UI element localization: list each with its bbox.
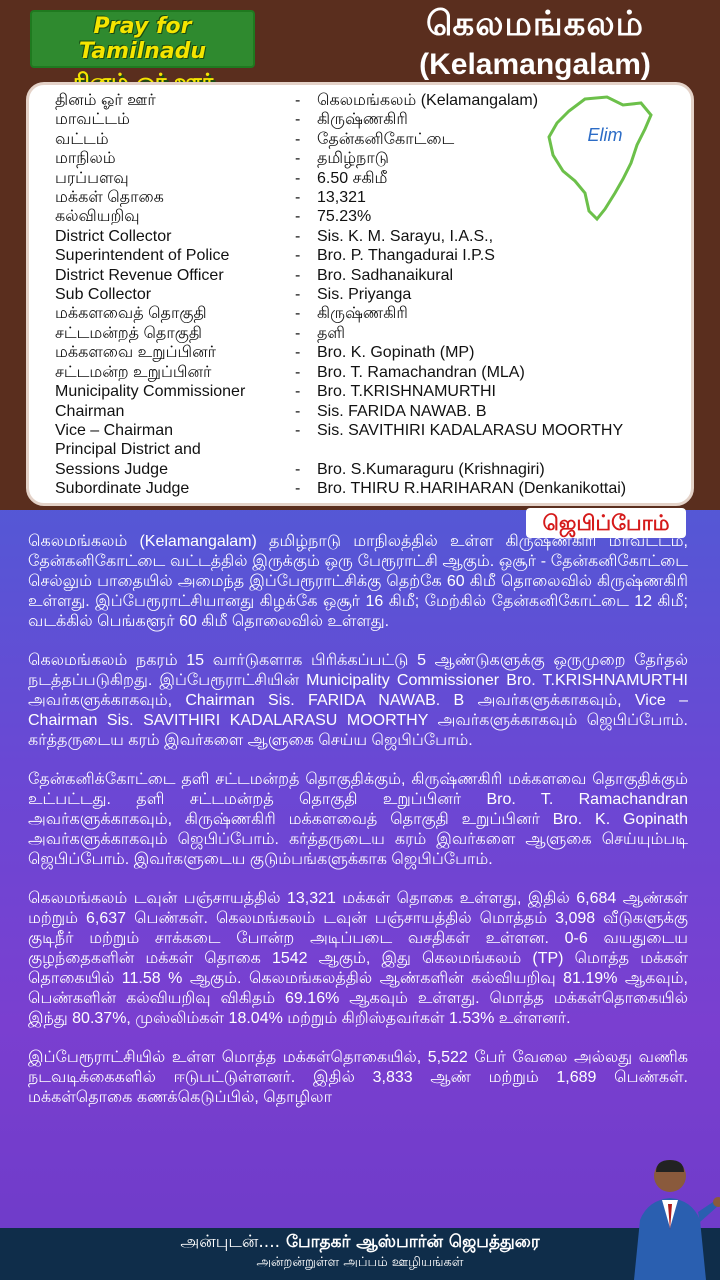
footer — [0, 1228, 720, 1280]
tamilnadu-map-icon — [545, 93, 661, 223]
info-separator: - — [295, 92, 301, 109]
info-separator: - — [295, 208, 301, 226]
info-separator: - — [295, 247, 301, 265]
info-value: Bro. Sadhanaikural — [317, 266, 454, 284]
info-label: மக்கள் தொகை — [55, 189, 164, 207]
info-value: Bro. S.Kumaraguru (Krishnagiri) — [317, 460, 545, 478]
info-label: மாநிலம் — [55, 150, 116, 168]
info-value: Bro. T. Ramachandran (MLA) — [317, 363, 525, 381]
info-separator: - — [295, 324, 301, 342]
info-label: மக்களவை உறுப்பினர் — [55, 344, 216, 362]
info-value: Bro. THIRU R.HARIHARAN (Denkanikottai) — [317, 480, 627, 498]
info-value: கிருஷ்ணகிரி — [317, 305, 408, 323]
town-name-english: (Kelamangalam) — [419, 48, 651, 81]
info-value: Bro. K. Gopinath (MP) — [317, 344, 475, 362]
info-label: Chairman — [55, 402, 125, 420]
info-separator: - — [295, 227, 301, 245]
footer-text — [140, 1232, 580, 1271]
article-body — [28, 532, 688, 1212]
info-separator: - — [295, 480, 301, 498]
info-label: கல்வியறிவு — [55, 208, 140, 226]
paragraph: கெலமங்கலம் நகரம் 15 வார்டுகளாக பிரிக்கப்பட்டு 5 ஆண்டுகளுக்கு ஒருமுறை தேர்தல் நடத்தப்படுகிறது. இப்பேரூராட்சியின் Municipality Commissioner Bro. T.KRISHNAMURTHI அவர்களுக்காகவும், Chairman Sis. FARIDA NAWAB. B அவர்களுக்காகவும், Vice – Chairman Sis. SAVITHIRI KADALARASU MOORTHY அவர்களுக்காகவும் ஜெபிப்போம். கர்த்தருடைய கரம் இவர்களை ஆளுகை செய்ய ஜெபிப்போம். — [28, 652, 688, 749]
info-row — [55, 266, 681, 285]
info-value: கிருஷ்ணகிரி — [317, 111, 408, 129]
info-label: மக்களவைத் தொகுதி — [55, 305, 207, 323]
info-separator: - — [295, 111, 301, 129]
info-label: District Revenue Officer — [55, 266, 224, 284]
info-value: தேன்கனிகோட்டை — [317, 130, 455, 148]
town-name-tamil: கெலமங்கலம் — [426, 4, 644, 44]
info-value — [317, 440, 681, 459]
info-label: Vice – Chairman — [55, 421, 173, 439]
footer-signature — [140, 1232, 580, 1254]
footer-prefix: அன்புடன்.... — [180, 1232, 281, 1252]
info-label: வட்டம் — [55, 130, 109, 148]
info-label: பரப்பளவு — [55, 169, 129, 187]
info-row — [55, 324, 681, 343]
info-value: Bro. T.KRISHNAMURTHI — [317, 383, 496, 401]
info-separator: - — [295, 421, 301, 439]
info-label: Municipality Commissioner — [55, 383, 246, 401]
info-row — [55, 402, 681, 421]
map-logo-text: Elim — [587, 125, 623, 145]
info-separator: - — [295, 130, 301, 148]
paragraph: கெலமங்கலம் (Kelamangalam) தமிழ்நாடு மாநிலத்தில் உள்ள கிருஷ்ணகிரி மாவட்டம், தேன்கனிகோட்டை வட்டத்தில் இருக்கும் ஒரு பேரூராட்சி ஆகும். ஒசூர் - தேன்கனிகோட்டை செல்லும் பாதையில் அமைந்த இப்பேரூராட்சிக்கு தெற்கே 60 கிமீ தொலைவில் கிருஷ்ணகிரி உள்ளது. இப்பேரூராட்சியானது கிழக்கே ஒசூர் 16 கிமீ; மேற்கில் தேன்கனிகோட்டை 12 கிமீ; வடக்கில் பெங்களூர் 60 கிமீ தொலைவில் உள்ளது. — [28, 533, 688, 630]
info-separator: - — [295, 383, 301, 401]
info-label: சட்டமன்ற உறுப்பினர் — [55, 363, 212, 381]
info-row — [55, 421, 681, 440]
info-label: சட்டமன்றத் தொகுதி — [55, 324, 202, 342]
info-separator: - — [295, 189, 301, 207]
info-separator — [295, 440, 317, 459]
info-separator: - — [295, 402, 301, 420]
info-label: Sessions Judge — [55, 460, 168, 478]
info-value: 13,321 — [317, 189, 366, 207]
info-row — [55, 227, 681, 246]
info-separator: - — [295, 150, 301, 168]
paragraph: தேன்கனிக்கோட்டை தளி சட்டமன்றத் தொகுதிக்கும், கிருஷ்ணகிரி மக்களவை தொகுதிக்கும் உட்பட்டது. தளி சட்டமன்றத் தொகுதி உறுப்பினர் Bro. T. Ramachandran அவர்களுக்காகவும், கிருஷ்ணகிரி மக்களவைத் தொகுதி உறுப்பினர் Bro. K. Gopinath அவர்களுக்காகவும் ஜெபிப்போம். கர்த்தருடைய கரம் இவர்களை ஆளுகை செய்யும்படி ஜெபிப்போம். இவர்களுடைய குடும்பங்களுக்காக ஜெபிப்போம். — [28, 771, 688, 868]
town-title — [385, 4, 685, 82]
info-label: மாவட்டம் — [55, 111, 130, 129]
info-label: தினம் ஓர் ஊர் — [55, 92, 156, 109]
jebippom-badge: ஜெபிப்போம் — [526, 508, 686, 538]
pray-title: Pray for Tamilnadu — [30, 10, 255, 68]
info-label: Principal District and — [55, 441, 201, 459]
info-row — [55, 440, 681, 459]
preacher-photo — [620, 1150, 720, 1280]
info-separator: - — [295, 286, 301, 304]
info-card — [26, 82, 694, 506]
info-row — [55, 363, 681, 382]
info-value: 6.50 சகிமீ — [317, 169, 388, 187]
info-value: தளி — [317, 324, 346, 342]
info-value: 75.23% — [317, 208, 372, 226]
info-label: Subordinate Judge — [55, 480, 190, 498]
info-separator: - — [295, 169, 301, 187]
info-label: Sub Collector — [55, 286, 152, 304]
footer-subtitle: அன்றன்றுள்ள அப்பம் ஊழியங்கள் — [256, 1255, 464, 1270]
info-value: Sis. K. M. Sarayu, I.A.S., — [317, 227, 494, 245]
info-value: Sis. SAVITHIRI KADALARASU MOORTHY — [317, 421, 624, 439]
info-row — [55, 460, 681, 479]
info-label: Superintendent of Police — [55, 247, 230, 265]
info-row — [55, 246, 681, 265]
info-label: District Collector — [55, 227, 172, 245]
info-row — [55, 479, 681, 498]
footer-name: போதகர் ஆஸ்பார்ன் ஜெபத்துரை — [285, 1232, 540, 1252]
info-value: Sis. FARIDA NAWAB. B — [317, 402, 487, 420]
info-separator: - — [295, 460, 301, 478]
info-value: கெலமங்கலம் (Kelamangalam) — [317, 92, 539, 109]
info-separator: - — [295, 266, 301, 284]
info-value: Bro. P. Thangadurai I.P.S — [317, 247, 495, 265]
info-value: தமிழ்நாடு — [317, 150, 389, 168]
paragraph: இப்பேரூராட்சியில் உள்ள மொத்த மக்கள்தொகையில், 5,522 பேர் வேலை அல்லது வணிக நடவடிக்கைகளில் ஈடுபட்டுள்ளனர். இதில் 3,833 ஆண் மற்றும் 1,689 பெண்கள். மக்கள்தொகை கணக்கெடுப்பில், தொழிலா — [28, 1049, 688, 1106]
pray-banner — [30, 10, 255, 72]
info-value: Sis. Priyanga — [317, 286, 412, 304]
info-row — [55, 382, 681, 401]
info-row — [55, 285, 681, 304]
info-row — [55, 304, 681, 323]
info-separator: - — [295, 344, 301, 362]
info-separator: - — [295, 363, 301, 381]
info-row — [55, 343, 681, 362]
paragraph: கெலமங்கலம் டவுன் பஞ்சாயத்தில் 13,321 மக்கள் தொகை உள்ளது, இதில் 6,684 ஆண்கள் மற்றும் 6,637 பெண்கள். கெலமங்கலம் டவுன் பஞ்சாயத்தில் மொத்தம் 3,098 வீடுகளுக்கு குடிநீர் மற்றும் சாக்கடை போன்ற அடிப்படை வசதிகள் உள்ளன. 0-6 வயதுடைய குழந்தைகளின் மக்கள் தொகை 1542 ஆகும், இது கெலமங்கலம் (TP) மொத்த மக்கள் தொகையில் 11.58 % ஆகும். கெலமங்கலத்தில் ஆண்களின் கல்வியறிவு 81.19% ஆகவும், பெண்களின் கல்வியறிவு விகிதம் 69.16% ஆகவும் உள்ளது. மொத்த மக்கள்தொகையில் இந்து 80.37%, முஸ்லிம்கள் 18.04% மற்றும் கிறிஸ்தவர்கள் 1.53% உள்ளனர். — [28, 890, 688, 1027]
info-separator: - — [295, 305, 301, 323]
